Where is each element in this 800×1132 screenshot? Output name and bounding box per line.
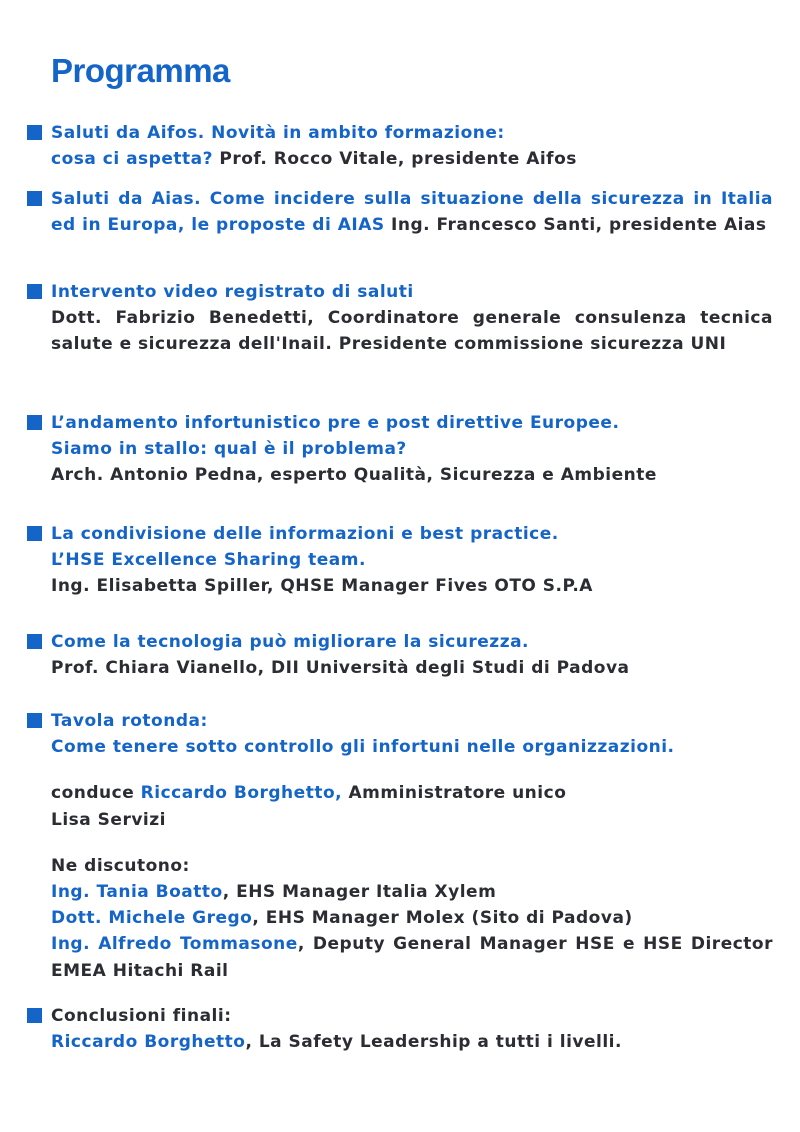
program-item-infortuni — [51, 410, 773, 489]
panelist — [51, 879, 773, 905]
item-heading: Intervento video registrato di saluti — [51, 282, 414, 302]
item-heading: Come la tecnologia può migliorare la sicurezza. — [51, 632, 530, 652]
item-paragraph — [51, 186, 773, 238]
item-heading-line: L’andamento infortunistico pre e post direttive Europee. — [51, 413, 620, 433]
panelist — [51, 905, 773, 931]
item-heading-line: Tavola rotonda: — [51, 711, 208, 731]
closing-speaker-name: Riccardo Borghetto — [51, 1032, 246, 1053]
square-bullet-icon — [27, 526, 42, 541]
closing-line — [51, 1029, 773, 1055]
square-bullet-icon — [27, 191, 42, 206]
panelist-role: , EHS Manager Molex (Sito di Padova) — [252, 908, 633, 929]
item-speaker: Ing. Elisabetta Spiller, QHSE Manager Fives OTO S.P.A — [51, 576, 593, 597]
square-bullet-icon — [27, 125, 42, 140]
square-bullet-icon — [27, 284, 42, 299]
program-item-best-practice — [51, 521, 773, 600]
item-heading: Conclusioni finali: — [51, 1006, 232, 1026]
program-item-aias — [51, 186, 773, 238]
panelist-name: Ing. Tania Boatto — [51, 882, 223, 903]
panelist-name: Dott. Michele Grego — [51, 908, 253, 929]
panelist — [51, 931, 773, 983]
panelist-role: , Deputy General Manager HSE e HSE Director EMEA Hitachi Rail — [51, 934, 773, 981]
panel-intro: Ne discutono: — [51, 855, 190, 876]
item-heading: Saluti da Aias. Come incidere sulla situazione della sicurezza in Italia ed in Europa, le proposte di AIAS — [51, 189, 773, 236]
item-heading-speaker-line — [51, 146, 773, 172]
item-heading-line: Siamo in stallo: qual è il problema? — [51, 439, 407, 460]
item-speaker: Prof. Rocco Vitale, presidente Aifos — [219, 149, 577, 170]
item-heading-line: Saluti da Aifos. Novità in ambito formazione: — [51, 123, 505, 143]
item-speaker: Ing. Francesco Santi, presidente Aias — [391, 215, 767, 236]
panelist-role: , EHS Manager Italia Xylem — [222, 882, 497, 903]
item-speaker: Arch. Antonio Pedna, esperto Qualità, Sicurezza e Ambiente — [51, 465, 657, 486]
item-heading-line: cosa ci aspetta? — [51, 149, 213, 170]
item-speaker: Dott. Fabrizio Benedetti, Coordinatore generale consulenza tecnica salute e sicurezza dell'Inail. Presidente commissione sicurezza UNI — [51, 308, 773, 355]
item-heading-line: La condivisione delle informazioni e best practice. — [51, 524, 559, 544]
moderator-role-line: Lisa Servizi — [51, 809, 166, 830]
program-item-tecnologia — [51, 629, 773, 681]
square-bullet-icon — [27, 713, 42, 728]
square-bullet-icon — [27, 1008, 42, 1023]
panelist-name: Ing. Alfredo Tommasone — [51, 934, 298, 955]
item-speaker: Prof. Chiara Vianello, DII Università degli Studi di Padova — [51, 658, 630, 679]
moderator-name: Riccardo Borghetto, — [140, 783, 343, 804]
item-heading-line: Come tenere sotto controllo gli infortuni nelle organizzazioni. — [51, 737, 675, 758]
program-item-aifos — [51, 120, 773, 172]
moderator-role: Amministratore unico — [348, 783, 567, 804]
square-bullet-icon — [27, 415, 42, 430]
moderator-line — [51, 780, 773, 806]
square-bullet-icon — [27, 634, 42, 649]
closing-topic: , La Safety Leadership a tutti i livelli. — [245, 1032, 622, 1053]
page-title: Programma — [51, 52, 230, 89]
item-heading-line: L’HSE Excellence Sharing team. — [51, 550, 366, 571]
program-item-conclusioni — [51, 1003, 773, 1055]
program-item-video — [51, 279, 773, 358]
moderator-prefix: conduce — [51, 783, 135, 804]
program-item-tavola-rotonda — [51, 708, 773, 984]
